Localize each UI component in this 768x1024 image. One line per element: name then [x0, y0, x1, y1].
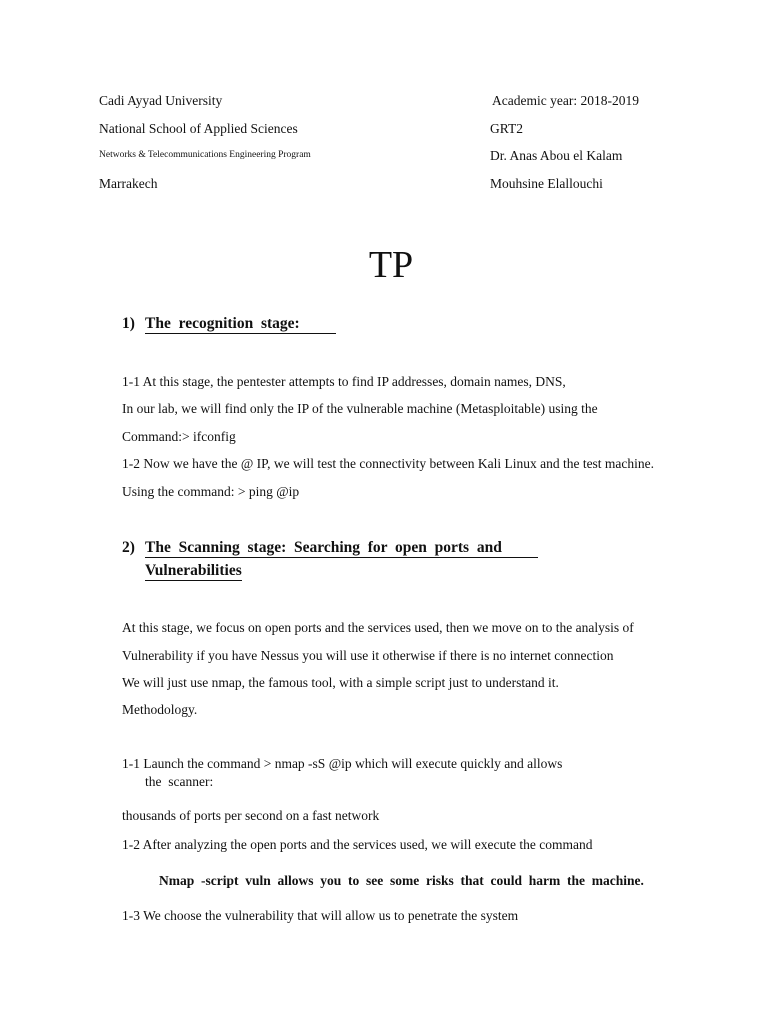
section-2-para-line-1: At this stage, we focus on open ports and the services used, then we move on to the analysis of: [122, 620, 634, 635]
section-2-para-line-4: Methodology.: [122, 702, 198, 717]
step-1-line-2: the scanner:: [145, 774, 214, 789]
section-2-heading-line-1: The Scanning stage: Searching for open ports and: [145, 539, 538, 558]
section-2-para-line-2: Vulnerability if you have Nessus you will use it otherwise if there is no internet connection: [122, 648, 614, 663]
section-1-line-1: 1-1 At this stage, the pentester attempts to find IP addresses, domain names, DNS,: [122, 374, 566, 389]
section-1-line-4: 1-2 Now we have the @ IP, we will test the connectivity between Kali Linux and the test machine.: [122, 456, 655, 471]
section-1-line-5: Using the command: > ping @ip: [122, 484, 300, 499]
section-2-heading-line-2: Vulnerabilities: [145, 562, 242, 579]
section-1-number: 1): [122, 315, 135, 332]
section-2-number: 2): [122, 539, 135, 556]
bullet-item: [145, 872, 644, 890]
section-1-heading: [145, 314, 336, 334]
step-1-line-1: 1-1 Launch the command > nmap -sS @ip which will execute quickly and allows: [122, 756, 563, 771]
student-name: Mouhsine Elallouchi: [490, 176, 603, 191]
city: Marrakech: [99, 176, 158, 191]
bullet-text: Nmap -script vuln allows you to see some risks that could harm the machine.: [159, 873, 644, 888]
section-1-heading-text: The recognition stage:: [145, 315, 336, 334]
school-name: National School of Applied Sciences: [99, 121, 298, 136]
section-2-para-line-3: We will just use nmap, the famous tool, with a simple script just to understand it.: [122, 675, 559, 690]
teacher-name: Dr. Anas Abou el Kalam: [490, 148, 623, 163]
step-1-line-3: thousands of ports per second on a fast network: [122, 808, 380, 823]
section-2-heading: [145, 538, 538, 558]
academic-year: Academic year: 2018-2019: [492, 93, 639, 108]
page-title: TP: [368, 244, 414, 286]
section-1-line-3: Command:> ifconfig: [122, 429, 236, 444]
university-name: Cadi Ayyad University: [99, 93, 223, 108]
class-name: GRT2: [490, 121, 523, 136]
step-3-line: 1-3 We choose the vulnerability that will allow us to penetrate the system: [122, 908, 519, 923]
step-2-line: 1-2 After analyzing the open ports and the services used, we will execute the command: [122, 837, 593, 852]
program-name: Networks & Telecommunications Engineering Program: [99, 150, 311, 160]
section-1-line-2: In our lab, we will find only the IP of the vulnerable machine (Metasploitable) using the: [122, 401, 598, 416]
section-2-heading-2: [145, 561, 242, 581]
